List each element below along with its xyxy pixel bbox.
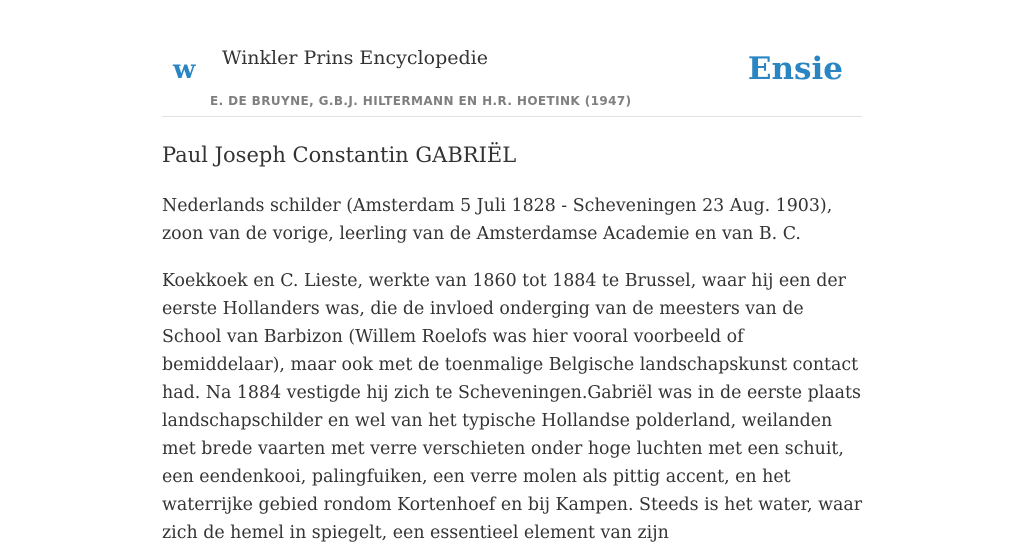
article-title: Paul Joseph Constantin GABRIËL bbox=[162, 143, 517, 167]
site-header bbox=[162, 0, 862, 117]
site-subtitle: E. DE BRUYNE, G.B.J. HILTERMANN EN H.R. HOETINK (1947) bbox=[210, 94, 632, 108]
winkler-prins-logo[interactable]: w bbox=[173, 55, 196, 85]
ensie-logo[interactable]: Ensie bbox=[747, 51, 843, 87]
site-title[interactable]: Winkler Prins Encyclopedie bbox=[222, 47, 488, 69]
article bbox=[162, 138, 866, 547]
article-paragraph-2: Koekkoek en C. Lieste, werkte van 1860 tot 1884 te Brussel, waar hij een der eerste Hollanders was, die de invloed onderging van de meesters van de School van Barbizon (Willem Roelofs was hier vooral voorbeeld of bemiddelaar), maar ook met de toenmalige Belgische landschapskunst contact had. Na 1884 vestigde hij zich te Scheveningen.Gabriël was in de eerste plaats landschapschilder en wel van het typische Hollandse polderland, weilanden met brede vaarten met verre verschieten onder hoge luchten met een schuit, een eendenkooi, palingfuiken, een verre molen als pittig accent, en het waterrijke gebied rondom Kortenhoef en bij Kampen. Steeds is het water, waar zich de hemel in spiegelt, een essentieel element van zijn bbox=[162, 271, 863, 543]
article-paragraph-1: Nederlands schilder (Amsterdam 5 Juli 1828 - Scheveningen 23 Aug. 1903), zoon van de vorige, leerling van de Amsterdamse Academie en van B. C. bbox=[162, 196, 833, 244]
